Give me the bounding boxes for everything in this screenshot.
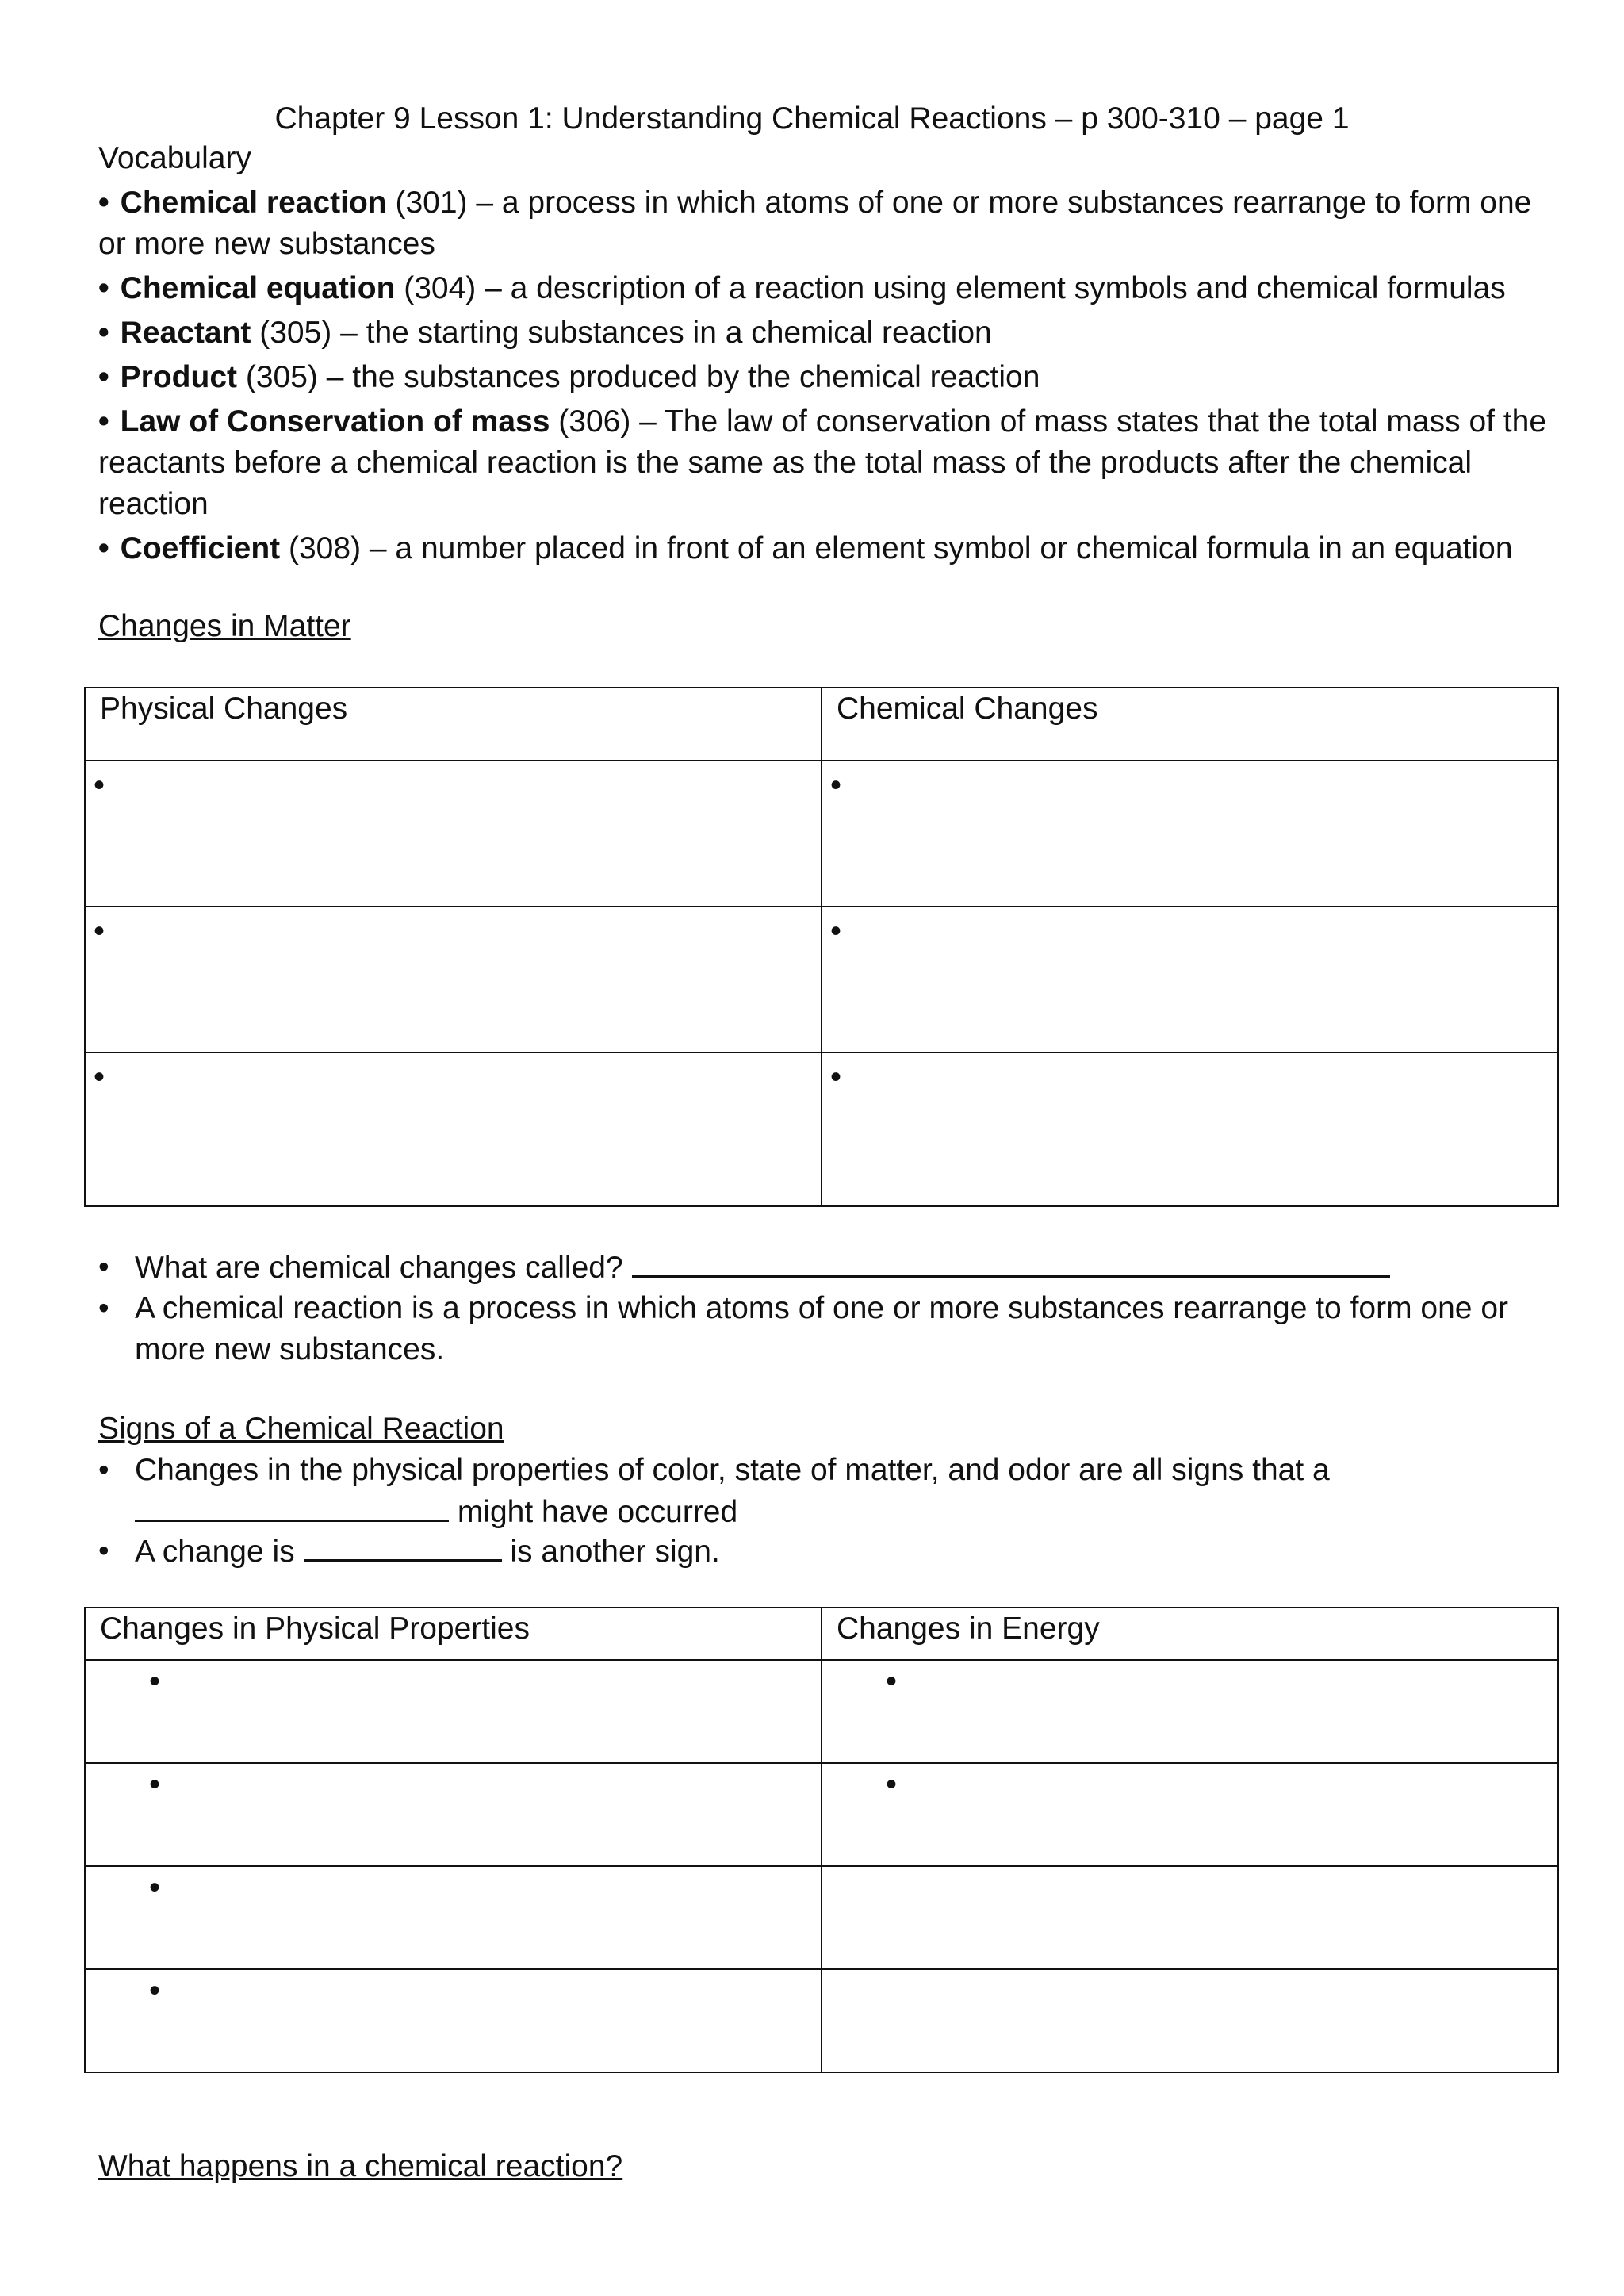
- bullet-icon: •: [149, 1870, 161, 1905]
- vocab-definition: (306) – The law of conservation of mass states that the total mass of the reactants before a chemical reaction is the same as the total mass of the products after the chemical reaction: [98, 404, 1547, 521]
- table-cell[interactable]: [822, 1052, 1558, 1206]
- vocab-term: Chemical equation: [120, 271, 396, 305]
- header-chemical-changes: Chemical Changes: [822, 688, 1558, 761]
- vocab-item-reactant: • Reactant (305) – the starting substances in a chemical reaction: [98, 316, 992, 350]
- changes-in-matter-table: [84, 687, 1559, 1207]
- vocab-item-coefficient: • Coefficient (308) – a number placed in front of an element symbol or chemical formula in an equation: [98, 531, 1513, 565]
- vocab-term: Reactant: [120, 316, 251, 350]
- signs-heading: Signs of a Chemical Reaction: [98, 1412, 504, 1446]
- bullet-icon: •: [886, 1767, 898, 1802]
- header-energy: Changes in Energy: [822, 1608, 1558, 1660]
- vocab-definition: (308) – a number placed in front of an element symbol or chemical formula in an equation: [280, 531, 1513, 565]
- table-cell[interactable]: [85, 1052, 822, 1206]
- bullet-icon: •: [94, 768, 105, 803]
- table-cell[interactable]: [85, 1660, 822, 1763]
- bullet-icon: •: [830, 914, 842, 949]
- page-title: Chapter 9 Lesson 1: Understanding Chemical Reactions – p 300-310 – page 1: [274, 102, 1350, 136]
- table-cell[interactable]: [85, 907, 822, 1052]
- vocab-definition: (301) – a process in which atoms of one or more substances rearrange to form one or more new substances: [98, 186, 1532, 261]
- vocab-term: Law of Conservation of mass: [120, 404, 550, 439]
- bullet-icon: •: [886, 1664, 898, 1699]
- bullet-icon: •: [149, 1767, 161, 1802]
- table-cell[interactable]: [822, 1660, 1558, 1763]
- worksheet-page: Chapter 9 Lesson 1: Understanding Chemical Reactions – p 300-310 – page 1 Vocabulary • Chemical reaction (301) – a process in which atoms of one or more substances rearrange to form one or more new substances • Chemical equation (304) – a description of a reaction using element symbols and chemical formulas • Reactant (305) – the starting substances in a chemical reaction • Product (305) – the substances produced by the chemical reaction • Law of Conservation of mass (306) – The law of conservation of mass states that the total mass of the reactants before a chemical reaction is the same as the total mass of the products after the chemical reaction • Coefficient (308) – a number placed in front of an element symbol or chemical formula in an equation Changes in Matter Physical Changes Chemical Changes • • • • • • • What are chemical changes called? • A chemical reaction is a process in which atoms of one or more substances rearrange to form one or more new substances. Signs of a Chemical Reaction • Changes in the physical properties of color, state of matter, and odor are all signs that a might have occurred • A change is is another sign. Changes in Physical Properties Changes in Energy • • • • • • What happens in a chemical reaction?: [0, 0, 1624, 2296]
- bullet-icon: •: [830, 1060, 842, 1094]
- table-cell[interactable]: [822, 1969, 1558, 2072]
- bullet-icon: •: [149, 1973, 161, 2008]
- vocab-definition: (304) – a description of a reaction using element symbols and chemical formulas: [395, 271, 1506, 305]
- table-cell[interactable]: [822, 761, 1558, 907]
- header-physical-properties: Changes in Physical Properties: [85, 1608, 822, 1660]
- vocab-definition: (305) – the starting substances in a chemical reaction: [251, 316, 992, 350]
- answer-blank[interactable]: [304, 1531, 502, 1562]
- table-cell[interactable]: [822, 1866, 1558, 1969]
- header-physical-changes: Physical Changes: [85, 688, 822, 761]
- vocab-item-product: • Product (305) – the substances produced by the chemical reaction: [98, 360, 1040, 394]
- table-cell[interactable]: [822, 907, 1558, 1052]
- vocab-term: Product: [120, 360, 237, 394]
- bullet-icon: •: [94, 914, 105, 949]
- table-cell[interactable]: [822, 1763, 1558, 1866]
- vocab-item-chemical-reaction: • Chemical reaction (301) – a process in which atoms of one or more substances rearrange to form one or more new substances: [98, 186, 1532, 261]
- table-cell[interactable]: [85, 761, 822, 907]
- what-happens-heading: What happens in a chemical reaction?: [98, 2149, 623, 2183]
- vocabulary-heading: Vocabulary: [98, 141, 251, 175]
- table-cell[interactable]: [85, 1969, 822, 2072]
- vocab-term: Coefficient: [120, 531, 281, 565]
- vocab-term: Chemical reaction: [120, 186, 387, 220]
- bullet-icon: •: [94, 1060, 105, 1094]
- bullet-icon: •: [830, 768, 842, 803]
- table-cell[interactable]: [85, 1763, 822, 1866]
- signs-table: [84, 1607, 1559, 2073]
- vocab-item-conservation-of-mass: • Law of Conservation of mass (306) – The law of conservation of mass states that the total mass of the reactants before a chemical reaction is the same as the total mass of the products after the chemical reaction: [98, 404, 1547, 521]
- answer-blank[interactable]: [135, 1491, 449, 1522]
- table-cell[interactable]: [85, 1866, 822, 1969]
- bullet-icon: •: [149, 1664, 161, 1699]
- vocab-definition: (305) – the substances produced by the chemical reaction: [237, 360, 1040, 394]
- answer-blank[interactable]: [632, 1247, 1390, 1278]
- vocab-item-chemical-equation: • Chemical equation (304) – a description of a reaction using element symbols and chemical formulas: [98, 271, 1506, 305]
- changes-in-matter-heading: Changes in Matter: [98, 609, 351, 643]
